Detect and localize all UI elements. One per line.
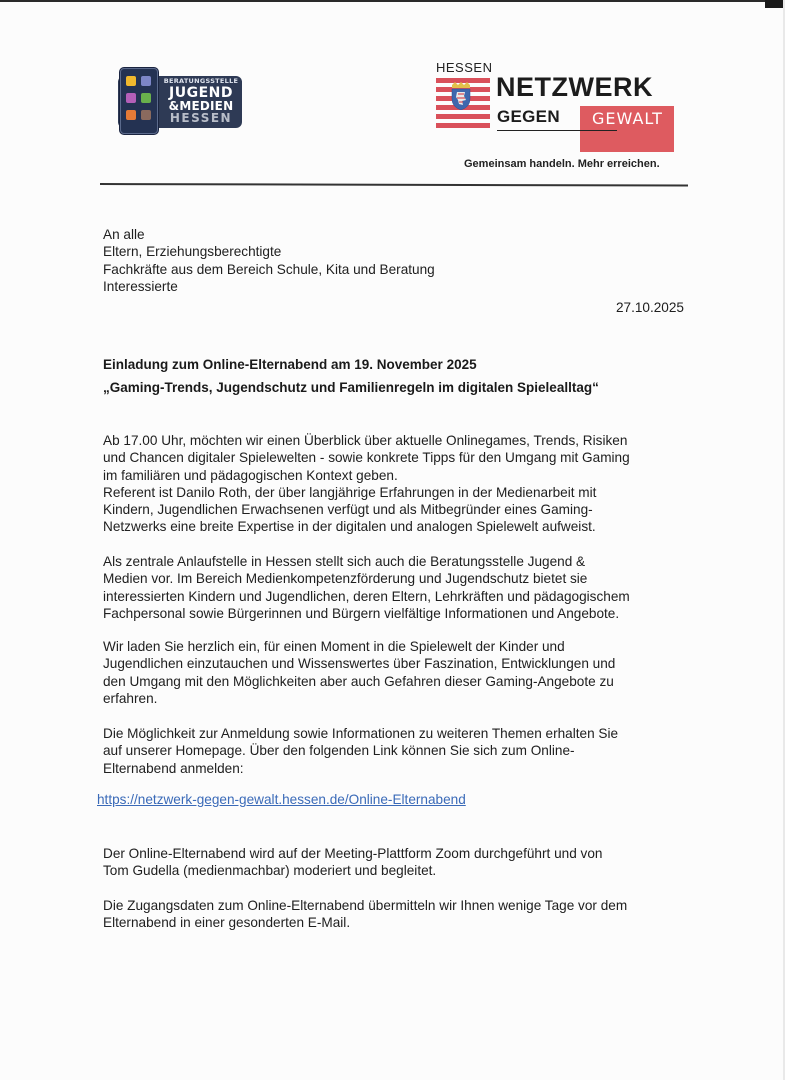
- logo-underline: [497, 130, 617, 131]
- app-icon: [126, 93, 136, 103]
- logo-slogan: Gemeinsam handeln. Mehr erreichen.: [464, 158, 660, 170]
- logo-line-medien: &MEDIEN: [168, 98, 234, 113]
- text-line: Elternabend anmelden:: [103, 760, 244, 776]
- logo-line-beratungsstelle: BERATUNGSSTELLE: [163, 77, 239, 85]
- logo-line-gegen: GEGEN: [497, 107, 560, 126]
- paragraph-invitation: [103, 638, 693, 707]
- text-line: Medien vor. Im Bereich Medienkompetenzförderung und Jugendschutz bietet sie: [103, 571, 588, 587]
- text-line: Ab 17.00 Uhr, möchten wir einen Überblick über aktuelle Onlinegames, Trends, Risiken: [103, 433, 628, 448]
- smartphone-icon: [120, 68, 158, 134]
- recipient-line: An alle: [103, 227, 145, 242]
- text-line: Elternabend in einer gesonderten E-Mail.: [103, 915, 351, 931]
- logo-beratungsstelle-jugend-medien: [114, 68, 242, 132]
- recipient-line: Fachkräfte aus dem Bereich Schule, Kita und Beratung: [103, 261, 435, 277]
- logo-state-label: HESSEN: [436, 60, 493, 75]
- scan-top-edge: [0, 0, 770, 2]
- logo-text: [162, 78, 240, 124]
- text-line: Die Möglichkeit zur Anmeldung sowie Informationen zu weiteren Themen erhalten Sie: [103, 726, 619, 741]
- recipient-line: Eltern, Erziehungsberechtigte: [103, 244, 282, 260]
- text-line: Referent ist Danilo Roth, der über langjährige Erfahrungen in der Medienarbeit mit: [103, 484, 597, 500]
- logo-line-jugend: JUGEND: [169, 84, 233, 101]
- invitation-title: Einladung zum Online-Elternabend am 19. November 2025: [103, 357, 477, 372]
- recipient-line: Interessierte: [103, 278, 178, 294]
- text-line: erfahren.: [103, 690, 158, 706]
- app-icon: [141, 93, 151, 103]
- text-line: den Umgang mit den Möglichkeiten aber auch Gefahren dieser Gaming-Angebote zu: [103, 673, 614, 689]
- app-icon: [126, 76, 136, 86]
- app-icon: [126, 110, 136, 120]
- text-line: Tom Gudella (medienmachbar) moderiert und begleitet.: [103, 863, 437, 879]
- scan-corner-mark: [765, 0, 785, 8]
- paragraph-zoom-info: [103, 845, 693, 880]
- logo-line-hessen: HESSEN: [169, 110, 233, 125]
- text-line: Kindern, Jugendlichen Erwachsenen verfügt und als Mitbegründer eines Gaming-: [103, 502, 593, 518]
- logo-line-gewalt: GEWALT: [592, 109, 663, 128]
- paragraph-beratungsstelle: [103, 553, 693, 622]
- text-line: Netzwerks eine breite Expertise in der digitalen und analogen Spielewelt aufweist.: [103, 519, 596, 535]
- paragraph-access-data: [103, 897, 693, 932]
- logo-gewalt-box: [580, 106, 674, 152]
- text-line: Fachpersonal sowie Bürgerinnen und Bürgern vielfältige Informationen und Angebote.: [103, 605, 620, 621]
- text-line: und Chancen digitaler Spielewelten - sowie konkrete Tipps für den Umgang mit Gaming: [103, 450, 630, 466]
- text-line: auf unserer Homepage. Über den folgenden Link können Sie sich zum Online-: [103, 743, 575, 759]
- registration-link[interactable]: https://netzwerk-gegen-gewalt.hessen.de/Online-Elternabend: [97, 792, 466, 807]
- text-line: Die Zugangsdaten zum Online-Elternabend übermitteln wir Ihnen wenige Tage vor dem: [103, 898, 628, 913]
- text-line: Der Online-Elternabend wird auf der Meeting-Plattform Zoom durchgeführt und von: [103, 846, 603, 861]
- paragraph-registration: [103, 725, 693, 777]
- letter-date: 27.10.2025: [615, 300, 684, 315]
- paragraph-intro: [103, 432, 693, 536]
- logo-netzwerk-gegen-gewalt: [434, 58, 694, 178]
- text-line: interessierten Kindern und Jugendlichen, deren Eltern, Lehrkräften und pädagogischem: [103, 588, 630, 604]
- text-line: im familiären und pädagogischen Kontext geben.: [103, 467, 398, 483]
- text-line: Jugendlichen einzutauchen und Wissenswertes über Faszination, Entwicklungen und: [103, 656, 616, 672]
- invitation-subtitle: „Gaming-Trends, Jugendschutz und Familienregeln im digitalen Spielealltag“: [103, 380, 599, 395]
- text-line: Als zentrale Anlaufstelle in Hessen stellt sich auch die Beratungsstelle Jugend &: [103, 554, 586, 569]
- app-icon: [141, 76, 151, 86]
- text-line: Wir laden Sie herzlich ein, für einen Moment in die Spielewelt der Kinder und: [103, 639, 565, 654]
- logo-line-netzwerk: NETZWERK: [496, 72, 653, 102]
- app-icon: [141, 110, 151, 120]
- recipients-block: [103, 226, 435, 295]
- hessen-coat-of-arms-icon: [450, 82, 472, 110]
- header-divider: [100, 183, 688, 186]
